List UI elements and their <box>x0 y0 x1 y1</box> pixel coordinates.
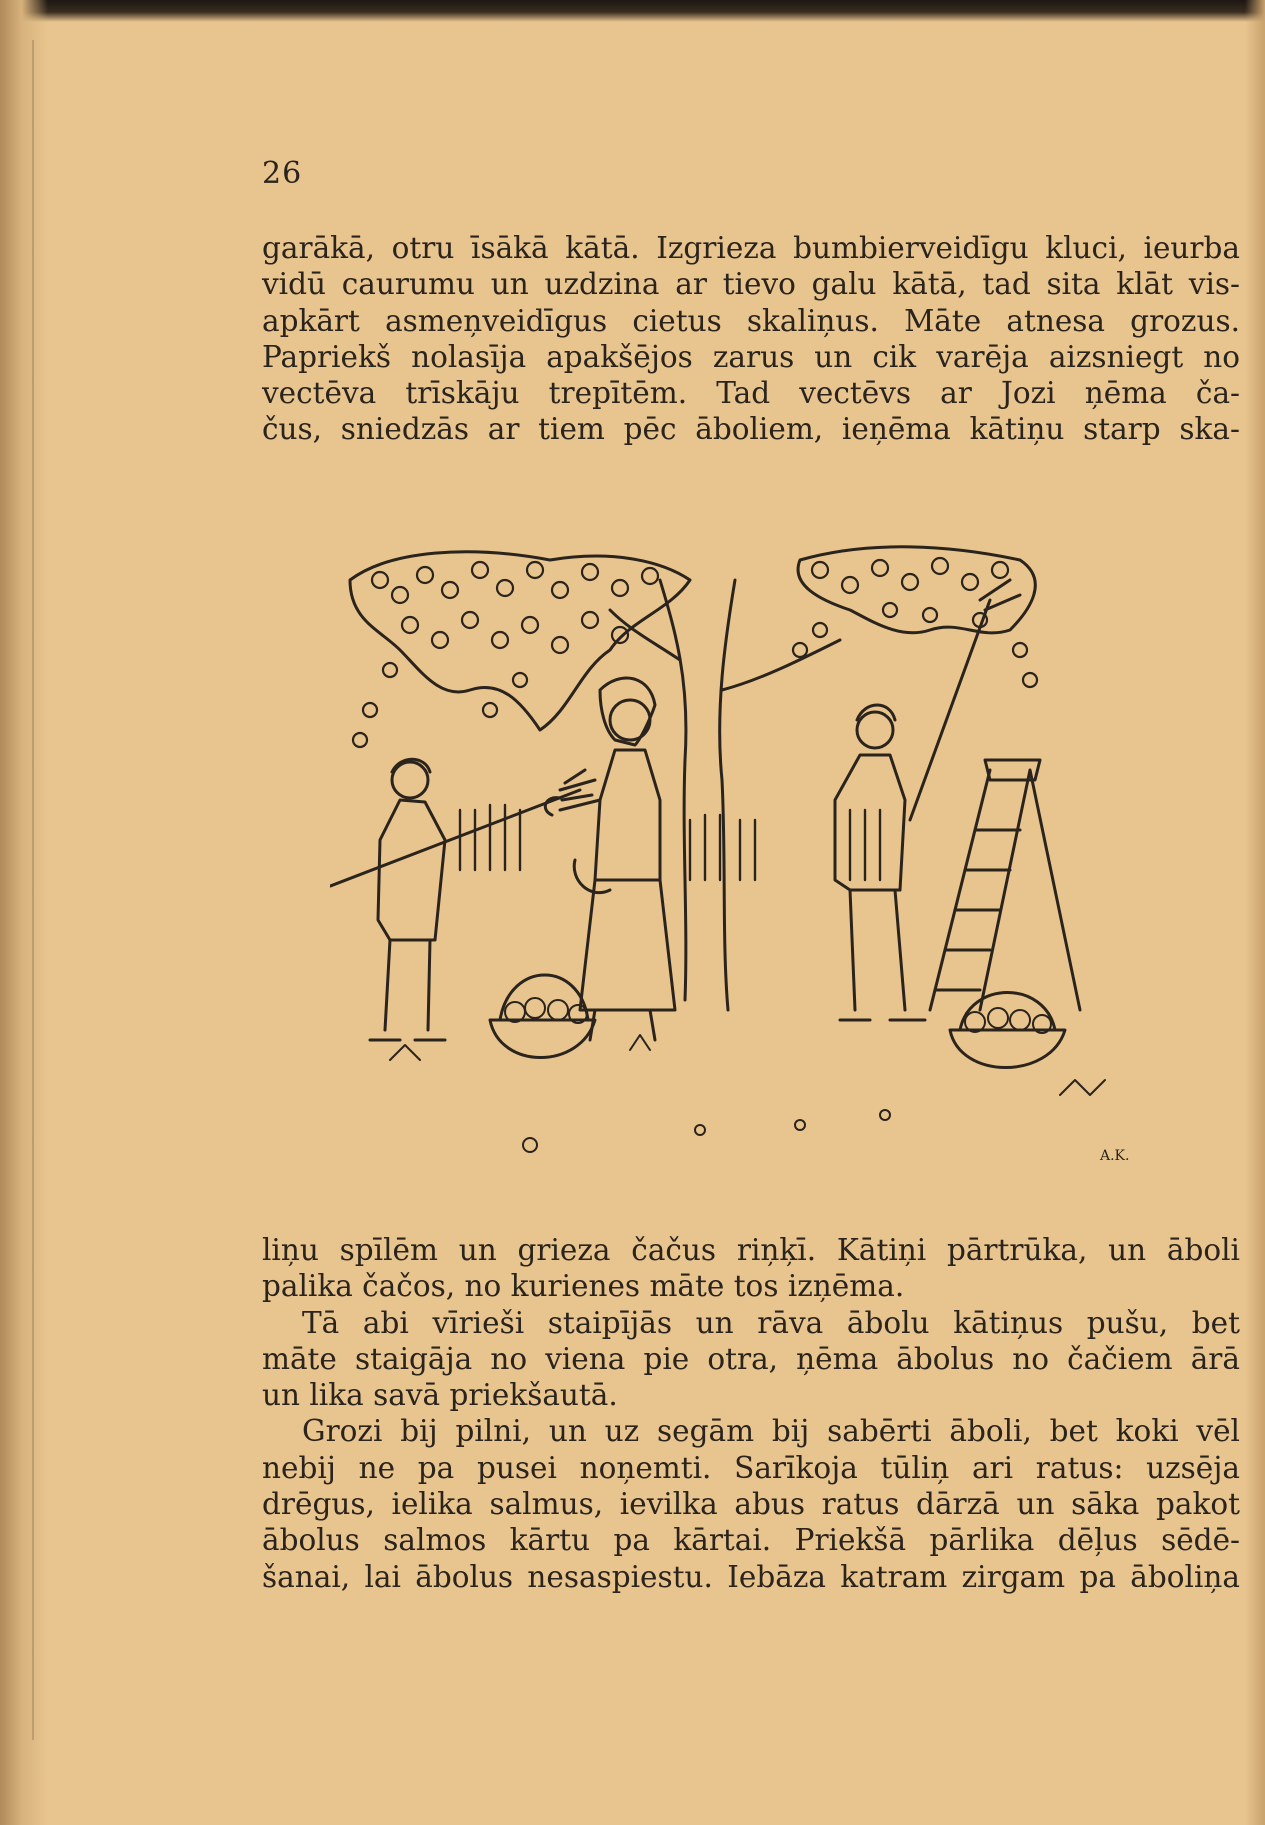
text-line: ābolus salmos kārtu pa kārtai. Priekšā pārlika dēļus sēdē- <box>262 1523 1240 1558</box>
illustration-drawing <box>330 540 1160 1180</box>
text-line: vectēva trīskāju trepītēm. Tad vectēvs ar Jozi ņēma ča- <box>262 376 1240 411</box>
text-line: liņu spīlēm un grieza čačus riņķī. Kātiņi pārtrūka, un āboli <box>262 1233 1240 1267</box>
text-line: drēgus, ielika salmus, ievilka abus ratus dārzā un sāka pakot <box>262 1487 1240 1522</box>
text-line: un lika savā priekšautā. <box>262 1378 618 1413</box>
text-line: apkārt asmeņveidīgus cietus skaliņus. Māte atnesa grozus. <box>262 303 1240 338</box>
text-line: čus, sniedzās ar tiem pēc āboliem, ieņēma kātiņu starp ska- <box>262 412 1240 447</box>
page-top-shadow <box>0 0 1265 22</box>
page-gutter-edge <box>0 0 48 1825</box>
text-line: šanai, lai ābolus nesaspiestu. Iebāza katram zirgam pa āboliņa <box>262 1559 1240 1594</box>
apple-harvest-illustration <box>330 540 1160 1180</box>
text-line: garākā, otru īsākā kātā. Izgrieza bumbierveidīgu kluci, ieurba <box>262 231 1240 265</box>
text-line: māte staigāja no viena pie otra, ņēma ābolus no čačiem ārā <box>262 1341 1240 1376</box>
page-right-edge <box>1245 0 1265 1825</box>
woman-with-apron <box>545 678 675 1040</box>
tree-foliage-left <box>350 552 690 747</box>
tree-foliage-right <box>793 547 1037 687</box>
page-number: 26 <box>262 156 303 191</box>
ground-grass <box>390 1035 1105 1095</box>
text-line: Grozi bij pilni, un uz segām bij sabērti āboli, bet koki vēl <box>302 1414 1240 1449</box>
text-line: Papriekš nolasīja apakšējos zarus un cik varēja aizsniegt no <box>262 339 1240 374</box>
text-line: palika čačos, no kurienes māte tos izņēma. <box>262 1269 905 1304</box>
apple-basket-right <box>950 993 1065 1068</box>
text-line: vidū caurumu un uzdzina ar tievo galu kātā, tad sita klāt vis- <box>262 267 1240 302</box>
text-bottom <box>262 1232 1240 1595</box>
boy-with-pole <box>330 759 595 1040</box>
text-top <box>262 230 1240 448</box>
text-line: Tā abi vīrieši staipījās un rāva ābolu kātiņus pušu, bet <box>302 1305 1240 1340</box>
illustration-signature: A.K. <box>1100 1148 1130 1164</box>
apple-basket-left <box>490 975 595 1058</box>
text-line: nebij ne pa pusei noņemti. Sarīkoja tūliņ ari ratus: uzsēja <box>262 1450 1240 1485</box>
tripod-ladder <box>930 760 1080 1010</box>
garden-fence <box>460 805 880 880</box>
fallen-apples <box>523 1110 890 1152</box>
